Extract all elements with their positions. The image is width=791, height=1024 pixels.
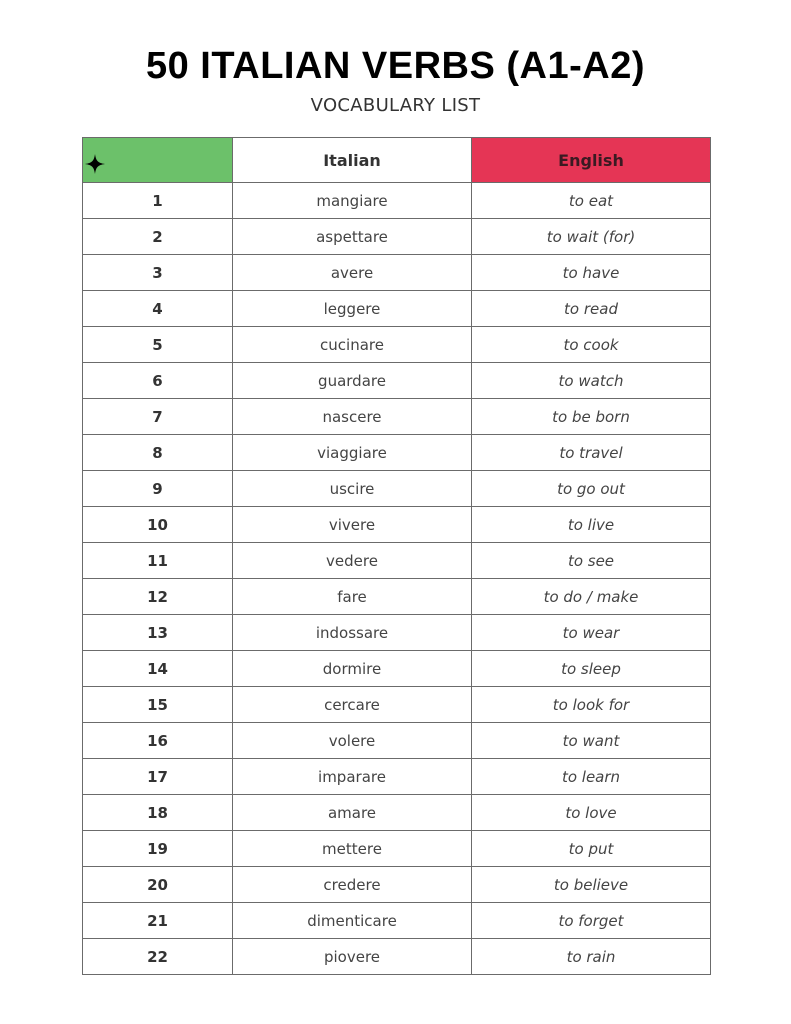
english-translation: to put — [472, 831, 711, 867]
english-translation: to watch — [472, 363, 711, 399]
vocabulary-table — [82, 137, 711, 975]
table-row — [83, 435, 711, 471]
english-translation: to want — [472, 723, 711, 759]
row-number: 12 — [83, 579, 233, 615]
number-column-header — [83, 138, 233, 183]
row-number: 21 — [83, 903, 233, 939]
english-translation: to love — [472, 795, 711, 831]
row-number: 19 — [83, 831, 233, 867]
table-row — [83, 183, 711, 219]
english-translation: to cook — [472, 327, 711, 363]
english-translation: to be born — [472, 399, 711, 435]
table-row — [83, 651, 711, 687]
italian-verb: aspettare — [233, 219, 472, 255]
italian-verb: leggere — [233, 291, 472, 327]
english-translation: to rain — [472, 939, 711, 975]
row-number: 18 — [83, 795, 233, 831]
italian-verb: volere — [233, 723, 472, 759]
italian-verb: indossare — [233, 615, 472, 651]
table-row — [83, 723, 711, 759]
table-body — [83, 183, 711, 975]
italian-verb: viaggiare — [233, 435, 472, 471]
four-point-star-icon — [85, 154, 105, 174]
table-row — [83, 903, 711, 939]
italian-verb: dormire — [233, 651, 472, 687]
table-row — [83, 507, 711, 543]
row-number: 20 — [83, 867, 233, 903]
italian-verb: uscire — [233, 471, 472, 507]
row-number: 22 — [83, 939, 233, 975]
row-number: 16 — [83, 723, 233, 759]
row-number: 7 — [83, 399, 233, 435]
row-number: 10 — [83, 507, 233, 543]
english-translation: to wait (for) — [472, 219, 711, 255]
table-row — [83, 939, 711, 975]
english-column-header: English — [472, 138, 711, 183]
table-row — [83, 759, 711, 795]
italian-verb: cercare — [233, 687, 472, 723]
english-translation: to travel — [472, 435, 711, 471]
italian-verb: credere — [233, 867, 472, 903]
english-translation: to look for — [472, 687, 711, 723]
row-number: 4 — [83, 291, 233, 327]
english-translation: to see — [472, 543, 711, 579]
english-translation: to go out — [472, 471, 711, 507]
row-number: 9 — [83, 471, 233, 507]
italian-verb: mettere — [233, 831, 472, 867]
italian-column-header: Italian — [233, 138, 472, 183]
table-row — [83, 615, 711, 651]
row-number: 6 — [83, 363, 233, 399]
english-translation: to learn — [472, 759, 711, 795]
page-subtitle: VOCABULARY LIST — [310, 95, 481, 116]
italian-verb: vivere — [233, 507, 472, 543]
english-translation: to forget — [472, 903, 711, 939]
english-translation: to believe — [472, 867, 711, 903]
table-row — [83, 831, 711, 867]
row-number: 1 — [83, 183, 233, 219]
row-number: 5 — [83, 327, 233, 363]
table-row — [83, 363, 711, 399]
row-number: 8 — [83, 435, 233, 471]
table-row — [83, 219, 711, 255]
english-translation: to eat — [472, 183, 711, 219]
table-row — [83, 327, 711, 363]
table-row — [83, 255, 711, 291]
english-translation: to have — [472, 255, 711, 291]
row-number: 3 — [83, 255, 233, 291]
english-translation: to live — [472, 507, 711, 543]
italian-verb: dimenticare — [233, 903, 472, 939]
italian-verb: fare — [233, 579, 472, 615]
table-header-row — [83, 138, 711, 183]
italian-verb: vedere — [233, 543, 472, 579]
table-row — [83, 291, 711, 327]
table-row — [83, 471, 711, 507]
italian-verb: guardare — [233, 363, 472, 399]
table-row — [83, 687, 711, 723]
table-row — [83, 579, 711, 615]
italian-verb: mangiare — [233, 183, 472, 219]
english-translation: to wear — [472, 615, 711, 651]
table-row — [83, 543, 711, 579]
english-translation: to sleep — [472, 651, 711, 687]
italian-verb: imparare — [233, 759, 472, 795]
table-row — [83, 867, 711, 903]
table-row — [83, 795, 711, 831]
italian-verb: amare — [233, 795, 472, 831]
english-translation: to do / make — [472, 579, 711, 615]
english-translation: to read — [472, 291, 711, 327]
row-number: 15 — [83, 687, 233, 723]
italian-verb: cucinare — [233, 327, 472, 363]
page-title: 50 ITALIAN VERBS (A1-A2) — [145, 45, 646, 87]
table-row — [83, 399, 711, 435]
row-number: 17 — [83, 759, 233, 795]
italian-verb: nascere — [233, 399, 472, 435]
italian-verb: piovere — [233, 939, 472, 975]
row-number: 13 — [83, 615, 233, 651]
row-number: 14 — [83, 651, 233, 687]
italian-verb: avere — [233, 255, 472, 291]
row-number: 2 — [83, 219, 233, 255]
row-number: 11 — [83, 543, 233, 579]
